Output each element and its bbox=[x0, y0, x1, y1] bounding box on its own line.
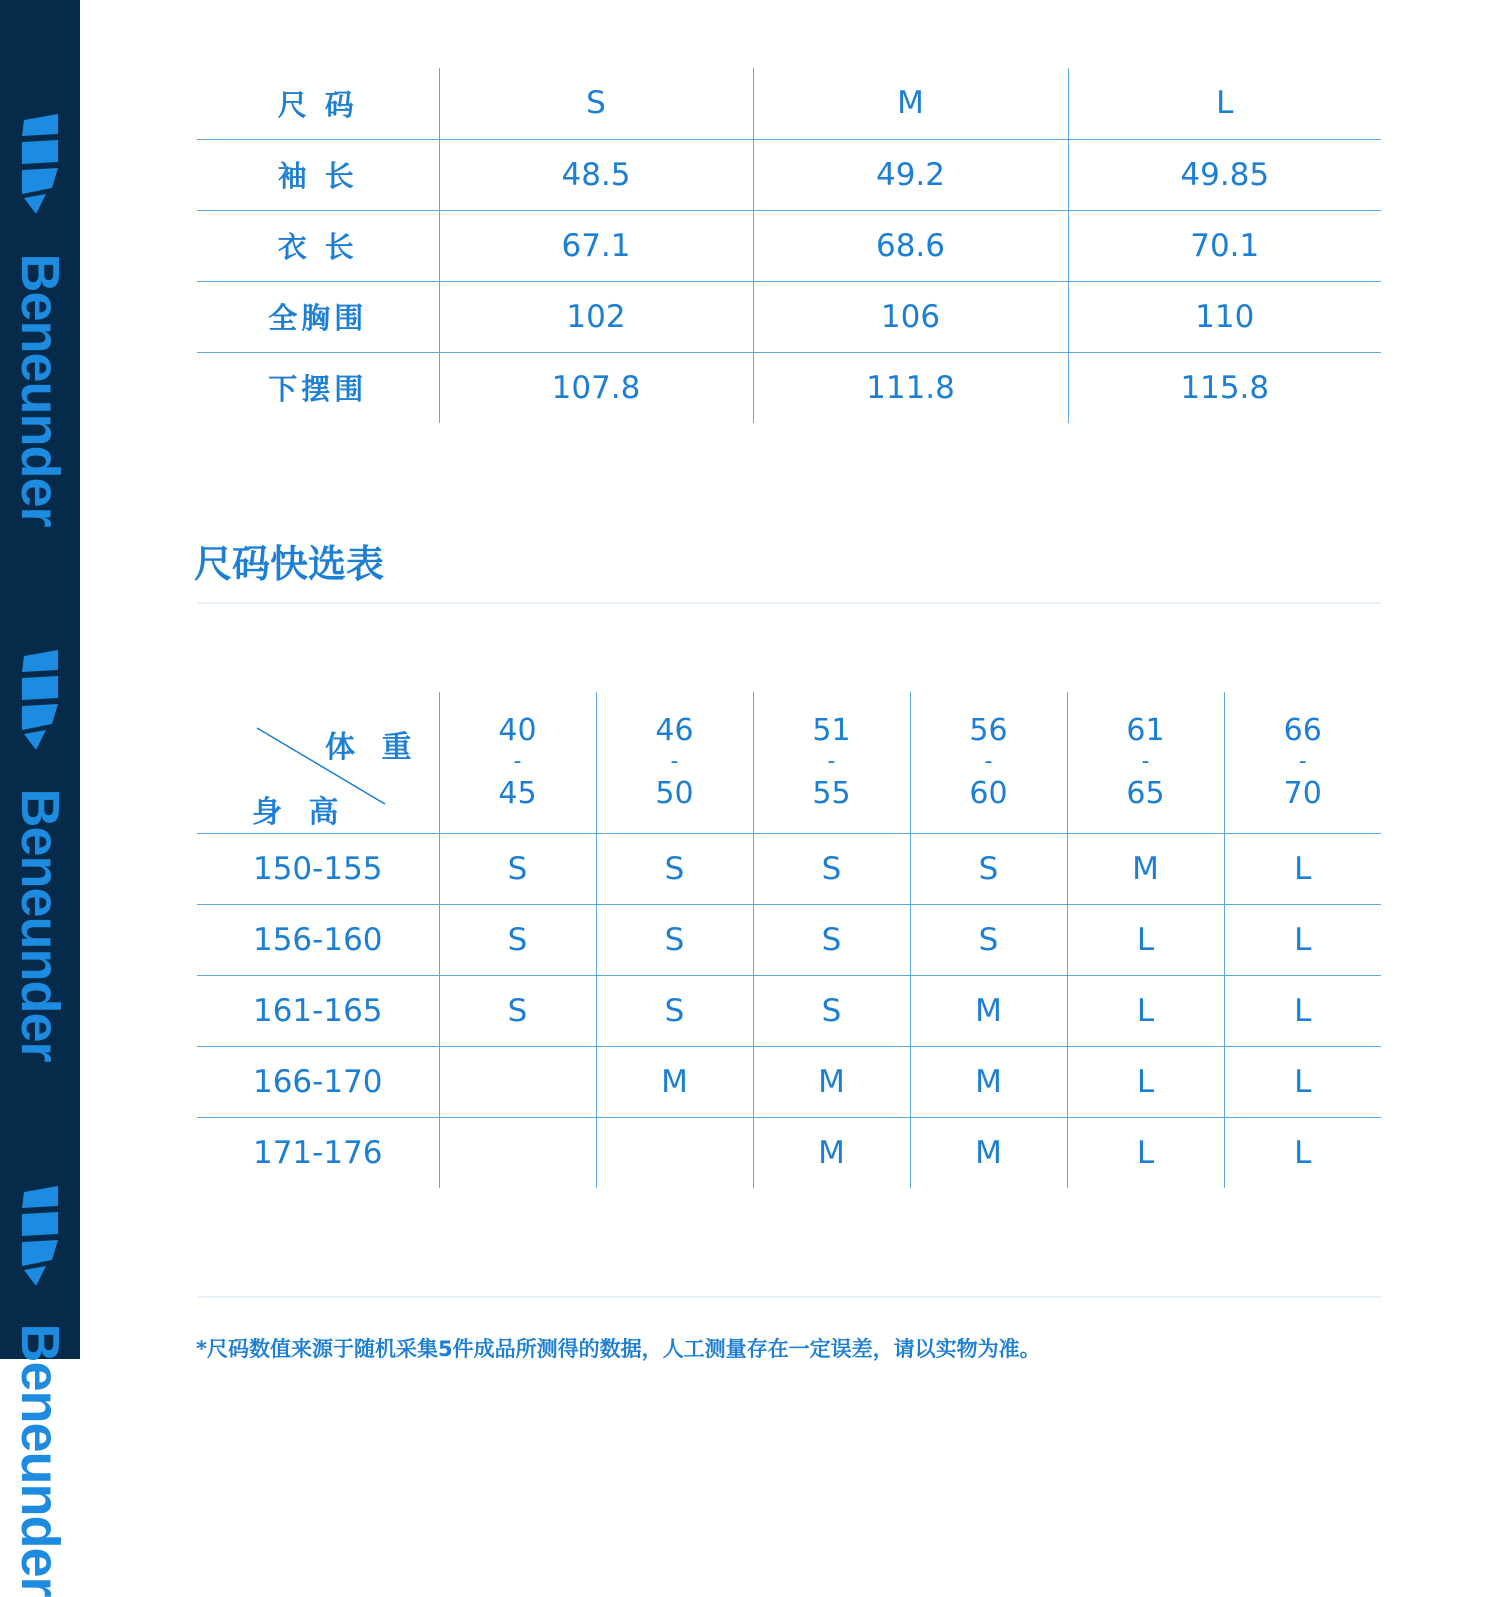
weight-range-header: 61 - 65 bbox=[1067, 692, 1224, 833]
table-cell: L bbox=[1067, 904, 1224, 975]
weight-range-header: 40 - 45 bbox=[439, 692, 596, 833]
table-cell: L bbox=[1067, 1117, 1224, 1188]
table-cell: S bbox=[439, 975, 596, 1046]
table-cell: M bbox=[910, 1117, 1067, 1188]
table-header-row bbox=[197, 692, 1381, 833]
table-cell: L bbox=[1224, 833, 1381, 904]
brand-logo-icon bbox=[18, 648, 62, 748]
brand-logo-icon bbox=[18, 1184, 62, 1284]
size-measurement-table bbox=[197, 68, 1381, 423]
table-row bbox=[197, 1046, 1381, 1117]
table-cell: S bbox=[596, 904, 753, 975]
row-label: 下摆围 bbox=[197, 352, 439, 423]
table-cell: 67.1 bbox=[439, 210, 753, 281]
height-axis-label: 身 高 bbox=[252, 795, 347, 830]
size-column-header: M bbox=[753, 68, 1068, 139]
height-range-label: 156-160 bbox=[197, 904, 439, 975]
height-range-label: 166-170 bbox=[197, 1046, 439, 1117]
table-row bbox=[197, 210, 1381, 281]
table-cell bbox=[596, 1117, 753, 1188]
brand-sidebar bbox=[0, 0, 80, 1597]
table-cell: L bbox=[1067, 975, 1224, 1046]
table-cell bbox=[439, 1117, 596, 1188]
table-row bbox=[197, 1117, 1381, 1188]
table-row bbox=[197, 833, 1381, 904]
table-cell: M bbox=[910, 975, 1067, 1046]
weight-range-header: 46 - 50 bbox=[596, 692, 753, 833]
table-cell: L bbox=[1224, 1046, 1381, 1117]
brand-wordmark: Beneunder bbox=[10, 788, 70, 1062]
measurement-disclaimer: *尺码数值来源于随机采集5件成品所测得的数据，人工测量存在一定误差，请以实物为准。 bbox=[196, 1337, 1041, 1361]
height-range-label: 150-155 bbox=[197, 833, 439, 904]
corner-header bbox=[197, 692, 439, 833]
table-cell: 49.2 bbox=[753, 139, 1068, 210]
table-cell: S bbox=[753, 833, 910, 904]
table-cell: S bbox=[439, 833, 596, 904]
table-cell: 107.8 bbox=[439, 352, 753, 423]
row-label: 衣 长 bbox=[197, 210, 439, 281]
brand-wordmark: Beneunder bbox=[10, 1323, 70, 1597]
table-cell: L bbox=[1224, 975, 1381, 1046]
table-cell: 70.1 bbox=[1068, 210, 1381, 281]
divider bbox=[197, 602, 1381, 604]
table-cell: S bbox=[753, 904, 910, 975]
quick-select-title: 尺码快选表 bbox=[194, 542, 385, 586]
table-cell bbox=[439, 1046, 596, 1117]
table-cell: M bbox=[753, 1117, 910, 1188]
quick-select-table bbox=[197, 692, 1381, 1188]
table-cell: 68.6 bbox=[753, 210, 1068, 281]
table-cell: S bbox=[753, 975, 910, 1046]
brand-logo-icon bbox=[18, 112, 62, 212]
table-cell: S bbox=[596, 833, 753, 904]
table-cell: S bbox=[910, 833, 1067, 904]
table-cell: M bbox=[753, 1046, 910, 1117]
size-column-header: L bbox=[1068, 68, 1381, 139]
weight-range-header: 56 - 60 bbox=[910, 692, 1067, 833]
table-row bbox=[197, 904, 1381, 975]
table-cell: S bbox=[596, 975, 753, 1046]
table-cell: L bbox=[1067, 1046, 1224, 1117]
table-cell: 102 bbox=[439, 281, 753, 352]
table-cell: 110 bbox=[1068, 281, 1381, 352]
table-cell: 111.8 bbox=[753, 352, 1068, 423]
row-label: 袖 长 bbox=[197, 139, 439, 210]
table-cell: M bbox=[910, 1046, 1067, 1117]
weight-axis-label: 体 重 bbox=[325, 730, 420, 765]
table-row bbox=[197, 352, 1381, 423]
table-cell: 106 bbox=[753, 281, 1068, 352]
table-cell: 115.8 bbox=[1068, 352, 1381, 423]
height-range-label: 161-165 bbox=[197, 975, 439, 1046]
weight-range-header: 66 - 70 bbox=[1224, 692, 1381, 833]
table-cell: L bbox=[1224, 1117, 1381, 1188]
height-range-label: 171-176 bbox=[197, 1117, 439, 1188]
table-row bbox=[197, 139, 1381, 210]
divider bbox=[197, 1296, 1381, 1298]
size-header-label: 尺 码 bbox=[277, 87, 358, 122]
table-header-row bbox=[197, 68, 1381, 139]
table-cell: S bbox=[910, 904, 1067, 975]
table-cell: M bbox=[1067, 833, 1224, 904]
table-cell: 48.5 bbox=[439, 139, 753, 210]
row-label: 全胸围 bbox=[197, 281, 439, 352]
brand-wordmark: Beneunder bbox=[10, 253, 70, 527]
table-row bbox=[197, 975, 1381, 1046]
table-cell: S bbox=[439, 904, 596, 975]
table-cell: L bbox=[1224, 904, 1381, 975]
table-cell: 49.85 bbox=[1068, 139, 1381, 210]
table-row bbox=[197, 281, 1381, 352]
weight-range-header: 51 - 55 bbox=[753, 692, 910, 833]
size-column-header: S bbox=[439, 68, 753, 139]
table-cell: M bbox=[596, 1046, 753, 1117]
